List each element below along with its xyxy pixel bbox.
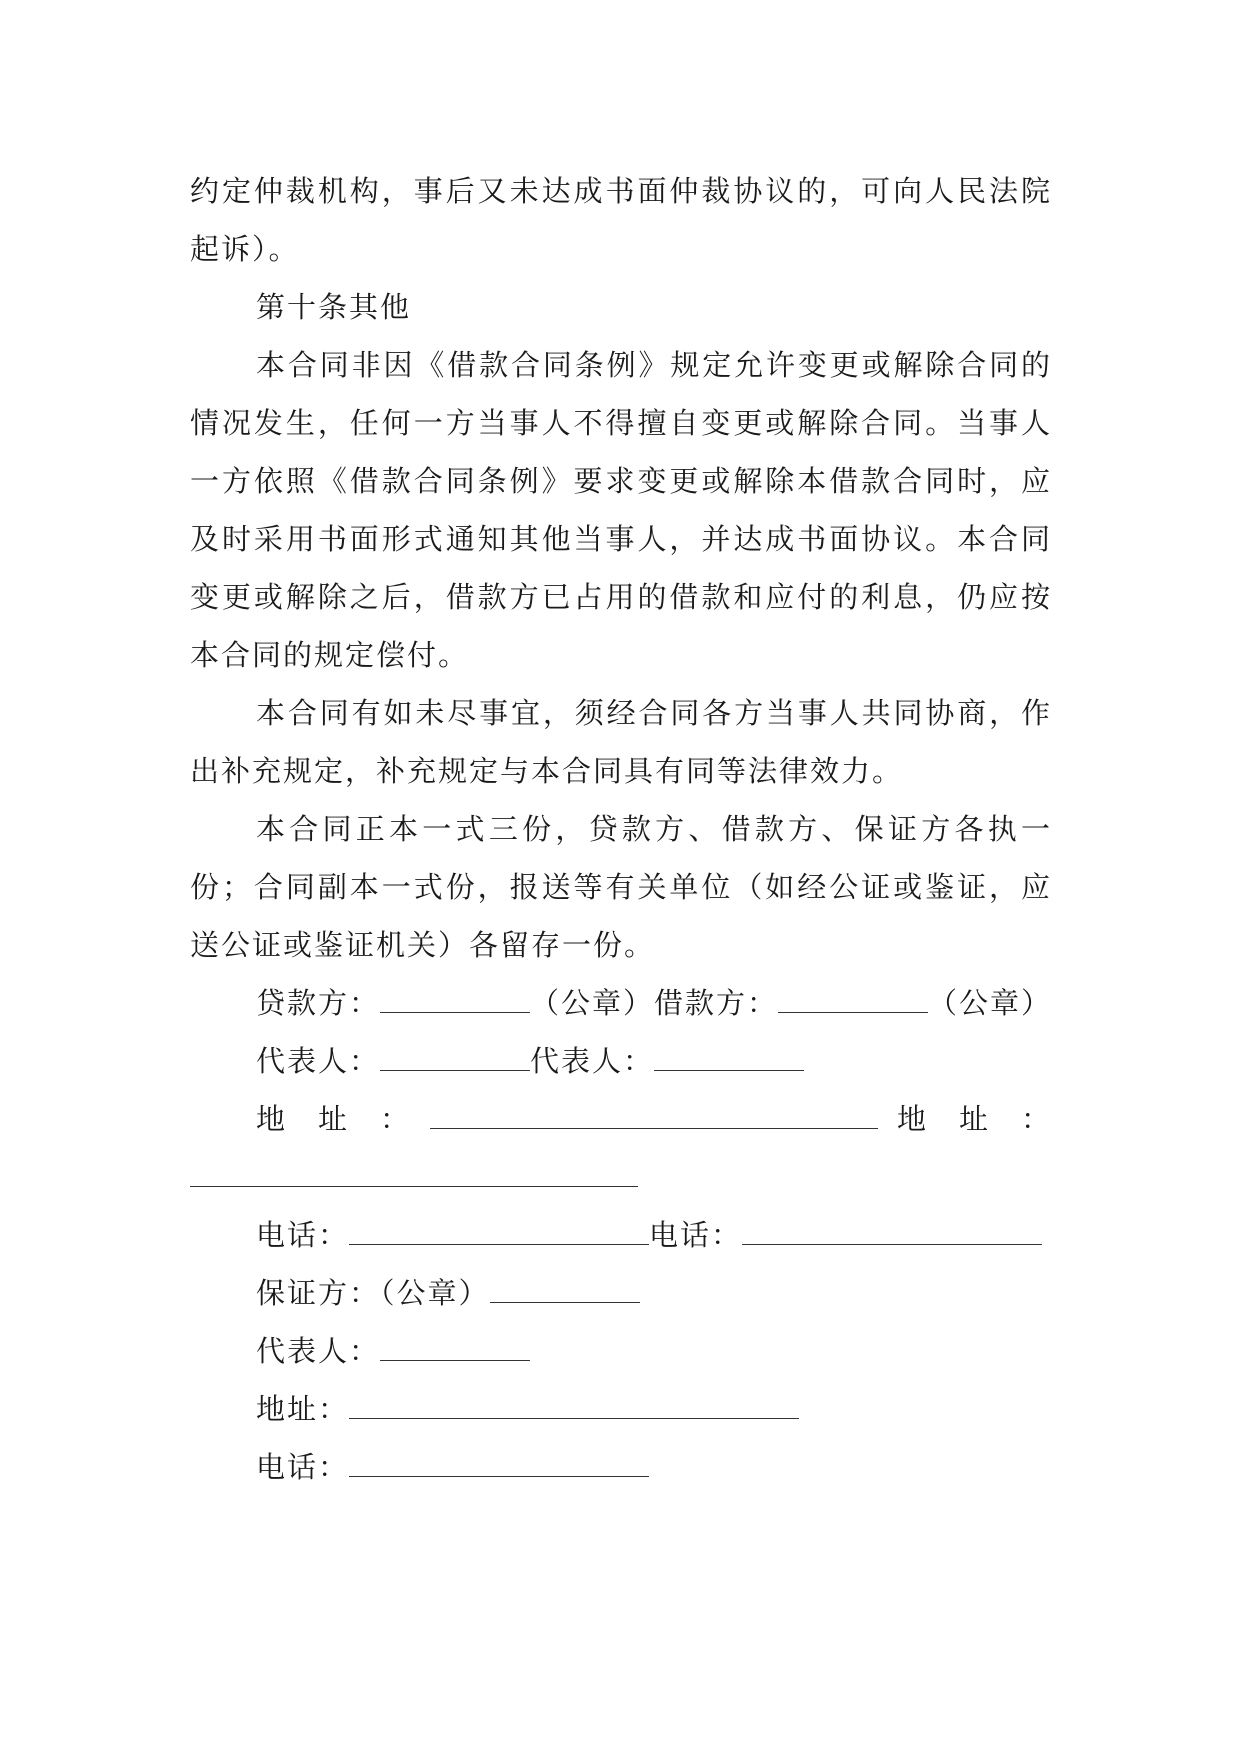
borrower-phone-blank[interactable] bbox=[742, 1214, 1042, 1245]
guarantor-address-label: 地址： bbox=[256, 1392, 350, 1426]
representative-row bbox=[190, 1032, 1052, 1090]
borrower-seal-label: （公章） bbox=[928, 986, 1053, 1020]
borrower-address-blank-row bbox=[190, 1148, 1052, 1206]
lender-address-label: 地 址 ： bbox=[256, 1102, 412, 1136]
lender-label: 贷款方： bbox=[256, 986, 381, 1020]
guarantor-rep-label: 代表人： bbox=[256, 1334, 381, 1368]
article-10-heading: 第十条其他 bbox=[256, 290, 412, 324]
lender-phone-blank[interactable] bbox=[349, 1214, 649, 1245]
borrower-rep-blank[interactable] bbox=[654, 1040, 804, 1071]
guarantor-phone-row bbox=[190, 1438, 1052, 1496]
guarantor-phone-blank[interactable] bbox=[349, 1446, 649, 1477]
borrower-label: 借款方： bbox=[654, 986, 779, 1020]
lender-phone-label: 电话： bbox=[256, 1218, 350, 1252]
guarantor-address-row bbox=[190, 1380, 1052, 1438]
guarantor-row bbox=[190, 1264, 1052, 1322]
contract-body bbox=[190, 162, 1052, 1496]
paragraph-arbitration-end: 约定仲裁机构，事后又未达成书面仲裁协议的，可向人民法院起诉）。 bbox=[190, 174, 1052, 266]
phone-row bbox=[190, 1206, 1052, 1264]
guarantor-phone-label: 电话： bbox=[256, 1450, 350, 1484]
guarantor-label: 保证方：（公章） bbox=[256, 1276, 490, 1310]
paragraph-copies: 本合同正本一式三份，贷款方、借款方、保证方各执一份；合同副本一式份，报送等有关单位（如经公证或鉴证，应送公证或鉴证机关）各留存一份。 bbox=[190, 812, 1052, 962]
lender-borrower-row bbox=[190, 974, 1052, 1032]
paragraph-supplement: 本合同有如未尽事宜，须经合同各方当事人共同协商，作出补充规定，补充规定与本合同具有同等法律效力。 bbox=[190, 696, 1052, 788]
lender-rep-label: 代表人： bbox=[256, 1044, 381, 1078]
guarantor-rep-blank[interactable] bbox=[380, 1330, 530, 1361]
borrower-phone-label: 电话： bbox=[649, 1218, 743, 1252]
lender-address-blank[interactable] bbox=[430, 1098, 878, 1129]
borrower-address-label: 地 址 ： bbox=[896, 1102, 1052, 1136]
lender-blank[interactable] bbox=[380, 982, 530, 1013]
borrower-rep-label: 代表人： bbox=[530, 1044, 655, 1078]
paragraph-modification: 本合同非因《借款合同条例》规定允许变更或解除合同的情况发生，任何一方当事人不得擅自变更或解除合同。当事人一方依照《借款合同条例》要求变更或解除本借款合同时，应及时采用书面形式通知其他当事人，并达成书面协议。本合同变更或解除之后，借款方已占用的借款和应付的利息，仍应按本合同的规定偿付。 bbox=[190, 348, 1052, 672]
guarantor-blank[interactable] bbox=[490, 1272, 640, 1303]
borrower-address-blank[interactable] bbox=[190, 1156, 638, 1187]
guarantor-rep-row bbox=[190, 1322, 1052, 1380]
address-row bbox=[190, 1090, 1052, 1148]
borrower-blank[interactable] bbox=[778, 982, 928, 1013]
lender-rep-blank[interactable] bbox=[380, 1040, 530, 1071]
lender-seal-label: （公章） bbox=[530, 986, 655, 1020]
guarantor-address-blank[interactable] bbox=[349, 1388, 799, 1419]
